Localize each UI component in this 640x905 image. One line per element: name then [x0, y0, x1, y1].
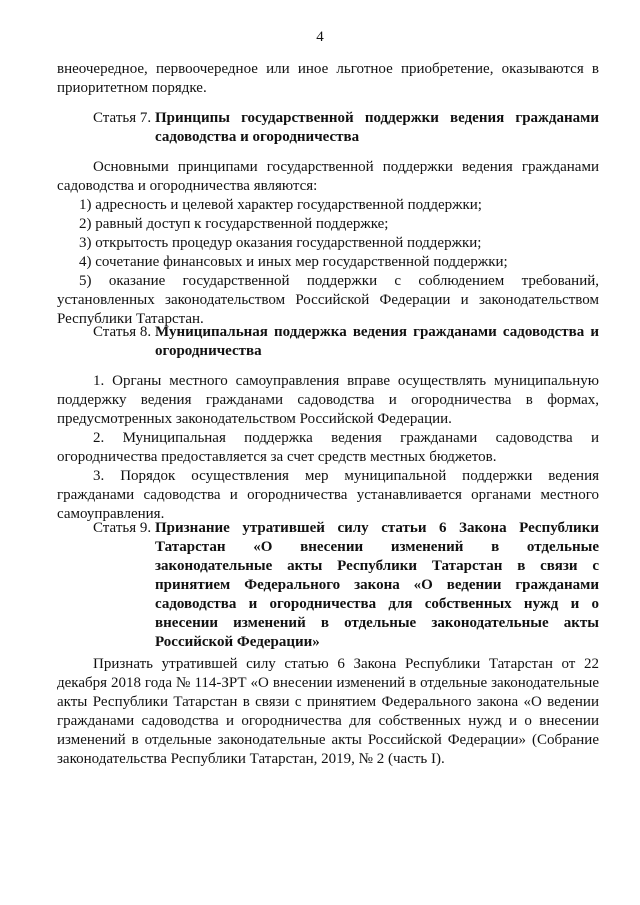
article-7-item: 2) равный доступ к государственной поддержке;: [79, 216, 389, 232]
article-9-heading: [57, 519, 599, 652]
intro-paragraph: внеочередное, первоочередное или иное льготное приобретение, оказываются в приоритетном порядке.: [57, 61, 599, 96]
article-7-heading: [57, 109, 599, 147]
page-number: 4: [316, 29, 324, 45]
article-7-title: Принципы государственной поддержки ведения гражданами садоводства и огородничества: [155, 110, 599, 145]
article-7-label: Статья 7.: [93, 110, 152, 126]
article-8-paragraph: 1. Органы местного самоуправления вправе осуществлять муниципальную поддержку ведения гражданами садоводства и огородничества в формах, предусмотренных законодательством Российской Федерации.: [57, 373, 599, 427]
intro-paragraph-block: [57, 60, 599, 98]
article-9-title: Признание утратившей силу статьи 6 Закона Республики Татарстан «О внесении изменений в отдельные законодательные акты Республики Татарстан в связи с принятием Федерального закона «О ведении гражданами садоводства и огородничества для собственных нужд и о внесении изменений в отдельные законодательные акты Российской Федерации»: [155, 520, 599, 650]
article-7-item: 5) оказание государственной поддержки с соблюдением требований, установленных законодательством Российской Федерации и законодательством Республики Татарстан.: [57, 273, 599, 327]
article-8-label: Статья 8.: [93, 324, 152, 340]
article-9-body: [57, 655, 599, 769]
article-8-heading: [57, 323, 599, 361]
article-7-item: 4) сочетание финансовых и иных мер государственной поддержки;: [79, 254, 508, 270]
article-9-label: Статья 9.: [93, 520, 152, 536]
article-9-paragraph: Признать утратившей силу статью 6 Закона Республики Татарстан от 22 декабря 2018 года № 114-ЗРТ «О внесении изменений в отдельные законодательные акты Республики Татарстан в связи с принятием Федерального закона «О ведении гражданами садоводства и огородничества для собственных нужд и о внесении изменений в отдельные законодательные акты Российской Федерации» (Собрание законодательства Республики Татарстан, 2019, № 2 (часть I).: [57, 656, 599, 767]
article-8-paragraph: 3. Порядок осуществления мер муниципальной поддержки ведения гражданами садоводства и огородничества устанавливается органами местного самоуправления.: [57, 468, 599, 522]
article-7-body: [57, 158, 599, 329]
article-8-paragraph: 2. Муниципальная поддержка ведения гражданами садоводства и огородничества предоставляется за счет средств местных бюджетов.: [57, 430, 599, 465]
article-8-title: Муниципальная поддержка ведения гражданами садоводства и огородничества: [155, 324, 599, 359]
article-8-body: [57, 372, 599, 524]
article-7-item: 3) открытость процедур оказания государственной поддержки;: [79, 235, 482, 251]
article-7-lead: Основными принципами государственной поддержки ведения гражданами садоводства и огородничества являются:: [57, 159, 599, 194]
article-7-item: 1) адресность и целевой характер государственной поддержки;: [79, 197, 482, 213]
